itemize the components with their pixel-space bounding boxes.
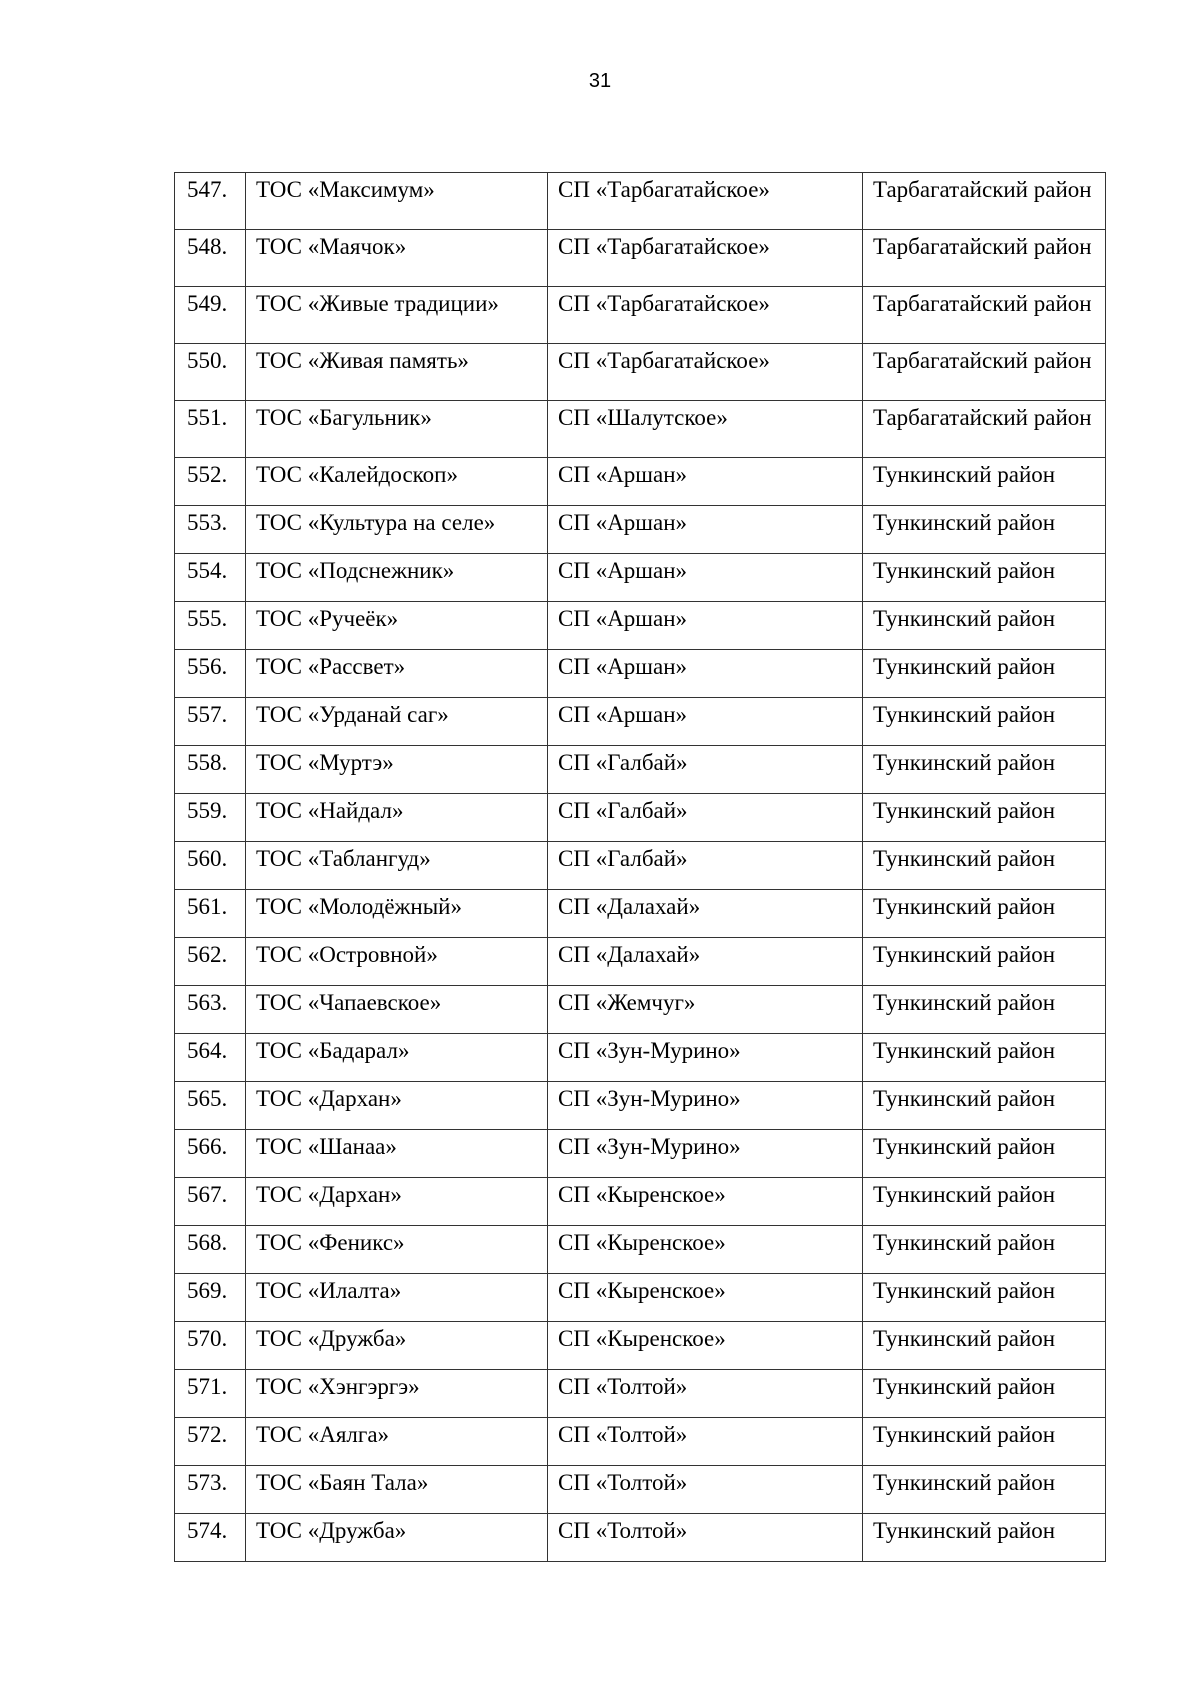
tos-name-cell: ТОС «Маячок» — [246, 230, 548, 287]
settlement-cell: СП «Зун-Мурино» — [548, 1130, 863, 1178]
tos-name-cell: ТОС «Островной» — [246, 938, 548, 986]
row-number-cell: 557. — [175, 698, 246, 746]
settlement-cell: СП «Далахай» — [548, 938, 863, 986]
settlement-cell: СП «Зун-Мурино» — [548, 1082, 863, 1130]
tos-name-cell: ТОС «Таблангуд» — [246, 842, 548, 890]
table-row — [175, 506, 1106, 554]
settlement-cell: СП «Галбай» — [548, 842, 863, 890]
district-cell: Тункинский район — [863, 554, 1106, 602]
district-cell: Тарбагатайский район — [863, 230, 1106, 287]
table-row — [175, 602, 1106, 650]
settlement-cell: СП «Толтой» — [548, 1370, 863, 1418]
row-number-cell: 555. — [175, 602, 246, 650]
tos-name-cell: ТОС «Максимум» — [246, 173, 548, 230]
settlement-cell: СП «Тарбагатайское» — [548, 287, 863, 344]
district-cell: Тункинский район — [863, 1514, 1106, 1562]
tos-name-cell: ТОС «Найдал» — [246, 794, 548, 842]
district-cell: Тункинский район — [863, 1082, 1106, 1130]
table-row — [175, 287, 1106, 344]
row-number-cell: 550. — [175, 344, 246, 401]
settlement-cell: СП «Галбай» — [548, 746, 863, 794]
settlement-cell: СП «Далахай» — [548, 890, 863, 938]
row-number-cell: 570. — [175, 1322, 246, 1370]
table-row — [175, 986, 1106, 1034]
settlement-cell: СП «Аршан» — [548, 458, 863, 506]
settlement-cell: СП «Толтой» — [548, 1514, 863, 1562]
settlement-cell: СП «Тарбагатайское» — [548, 230, 863, 287]
settlement-cell: СП «Аршан» — [548, 554, 863, 602]
settlement-cell: СП «Аршан» — [548, 650, 863, 698]
row-number-cell: 568. — [175, 1226, 246, 1274]
settlement-cell: СП «Кыренское» — [548, 1178, 863, 1226]
settlement-cell: СП «Аршан» — [548, 698, 863, 746]
tos-name-cell: ТОС «Дружба» — [246, 1322, 548, 1370]
row-number-cell: 572. — [175, 1418, 246, 1466]
table-row — [175, 554, 1106, 602]
district-cell: Тункинский район — [863, 650, 1106, 698]
table-row — [175, 173, 1106, 230]
district-cell: Тункинский район — [863, 506, 1106, 554]
row-number-cell: 552. — [175, 458, 246, 506]
row-number-cell: 565. — [175, 1082, 246, 1130]
settlement-cell: СП «Толтой» — [548, 1418, 863, 1466]
row-number-cell: 561. — [175, 890, 246, 938]
table-row — [175, 1466, 1106, 1514]
district-cell: Тункинский район — [863, 938, 1106, 986]
row-number-cell: 563. — [175, 986, 246, 1034]
district-cell: Тункинский район — [863, 1370, 1106, 1418]
table-row — [175, 1322, 1106, 1370]
settlement-cell: СП «Галбай» — [548, 794, 863, 842]
table-body — [175, 173, 1106, 1562]
table-row — [175, 458, 1106, 506]
tos-name-cell: ТОС «Дружба» — [246, 1514, 548, 1562]
tos-name-cell: ТОС «Подснежник» — [246, 554, 548, 602]
table-row — [175, 1226, 1106, 1274]
district-cell: Тункинский район — [863, 1322, 1106, 1370]
district-cell: Тункинский район — [863, 1274, 1106, 1322]
tos-name-cell: ТОС «Аялга» — [246, 1418, 548, 1466]
district-cell: Тункинский район — [863, 1178, 1106, 1226]
row-number-cell: 554. — [175, 554, 246, 602]
table-row — [175, 794, 1106, 842]
tos-name-cell: ТОС «Баян Тала» — [246, 1466, 548, 1514]
tos-registry-table — [174, 172, 1106, 1562]
settlement-cell: СП «Кыренское» — [548, 1322, 863, 1370]
tos-name-cell: ТОС «Хэнгэргэ» — [246, 1370, 548, 1418]
row-number-cell: 564. — [175, 1034, 246, 1082]
tos-name-cell: ТОС «Живая память» — [246, 344, 548, 401]
table-row — [175, 230, 1106, 287]
table-row — [175, 1370, 1106, 1418]
district-cell: Тункинский район — [863, 1130, 1106, 1178]
settlement-cell: СП «Жемчуг» — [548, 986, 863, 1034]
table-row — [175, 650, 1106, 698]
settlement-cell: СП «Аршан» — [548, 602, 863, 650]
table-row — [175, 698, 1106, 746]
table-row — [175, 842, 1106, 890]
district-cell: Тункинский район — [863, 1226, 1106, 1274]
district-cell: Тункинский район — [863, 746, 1106, 794]
settlement-cell: СП «Кыренское» — [548, 1226, 863, 1274]
table-row — [175, 938, 1106, 986]
district-cell: Тарбагатайский район — [863, 287, 1106, 344]
row-number-cell: 571. — [175, 1370, 246, 1418]
table-row — [175, 401, 1106, 458]
tos-name-cell: ТОС «Рассвет» — [246, 650, 548, 698]
district-cell: Тункинский район — [863, 1418, 1106, 1466]
tos-name-cell: ТОС «Урданай саг» — [246, 698, 548, 746]
row-number-cell: 553. — [175, 506, 246, 554]
row-number-cell: 569. — [175, 1274, 246, 1322]
tos-name-cell: ТОС «Феникс» — [246, 1226, 548, 1274]
row-number-cell: 558. — [175, 746, 246, 794]
table-row — [175, 1034, 1106, 1082]
row-number-cell: 556. — [175, 650, 246, 698]
district-cell: Тарбагатайский район — [863, 173, 1106, 230]
table-row — [175, 1178, 1106, 1226]
tos-name-cell: ТОС «Дархан» — [246, 1082, 548, 1130]
district-cell: Тункинский район — [863, 458, 1106, 506]
tos-name-cell: ТОС «Шанаа» — [246, 1130, 548, 1178]
row-number-cell: 562. — [175, 938, 246, 986]
settlement-cell: СП «Аршан» — [548, 506, 863, 554]
table-row — [175, 1130, 1106, 1178]
table-row — [175, 344, 1106, 401]
settlement-cell: СП «Зун-Мурино» — [548, 1034, 863, 1082]
row-number-cell: 548. — [175, 230, 246, 287]
tos-name-cell: ТОС «Дархан» — [246, 1178, 548, 1226]
tos-name-cell: ТОС «Багульник» — [246, 401, 548, 458]
district-cell: Тункинский район — [863, 1034, 1106, 1082]
tos-name-cell: ТОС «Ручеёк» — [246, 602, 548, 650]
table-row — [175, 890, 1106, 938]
row-number-cell: 551. — [175, 401, 246, 458]
tos-name-cell: ТОС «Калейдоскоп» — [246, 458, 548, 506]
district-cell: Тункинский район — [863, 602, 1106, 650]
table-row — [175, 1274, 1106, 1322]
district-cell: Тункинский район — [863, 986, 1106, 1034]
settlement-cell: СП «Тарбагатайское» — [548, 173, 863, 230]
tos-name-cell: ТОС «Бадарал» — [246, 1034, 548, 1082]
tos-name-cell: ТОС «Муртэ» — [246, 746, 548, 794]
district-cell: Тункинский район — [863, 890, 1106, 938]
tos-name-cell: ТОС «Живые традиции» — [246, 287, 548, 344]
district-cell: Тункинский район — [863, 1466, 1106, 1514]
row-number-cell: 547. — [175, 173, 246, 230]
row-number-cell: 573. — [175, 1466, 246, 1514]
table-row — [175, 1418, 1106, 1466]
table-row — [175, 746, 1106, 794]
row-number-cell: 566. — [175, 1130, 246, 1178]
settlement-cell: СП «Тарбагатайское» — [548, 344, 863, 401]
district-cell: Тункинский район — [863, 794, 1106, 842]
settlement-cell: СП «Шалутское» — [548, 401, 863, 458]
row-number-cell: 560. — [175, 842, 246, 890]
row-number-cell: 549. — [175, 287, 246, 344]
tos-name-cell: ТОС «Чапаевское» — [246, 986, 548, 1034]
table-row — [175, 1082, 1106, 1130]
page-number: 31 — [588, 70, 612, 92]
table-row — [175, 1514, 1106, 1562]
settlement-cell: СП «Толтой» — [548, 1466, 863, 1514]
district-cell: Тарбагатайский район — [863, 344, 1106, 401]
tos-name-cell: ТОС «Илалта» — [246, 1274, 548, 1322]
row-number-cell: 574. — [175, 1514, 246, 1562]
district-cell: Тарбагатайский район — [863, 401, 1106, 458]
row-number-cell: 559. — [175, 794, 246, 842]
settlement-cell: СП «Кыренское» — [548, 1274, 863, 1322]
row-number-cell: 567. — [175, 1178, 246, 1226]
district-cell: Тункинский район — [863, 698, 1106, 746]
tos-name-cell: ТОС «Молодёжный» — [246, 890, 548, 938]
tos-name-cell: ТОС «Культура на селе» — [246, 506, 548, 554]
district-cell: Тункинский район — [863, 842, 1106, 890]
